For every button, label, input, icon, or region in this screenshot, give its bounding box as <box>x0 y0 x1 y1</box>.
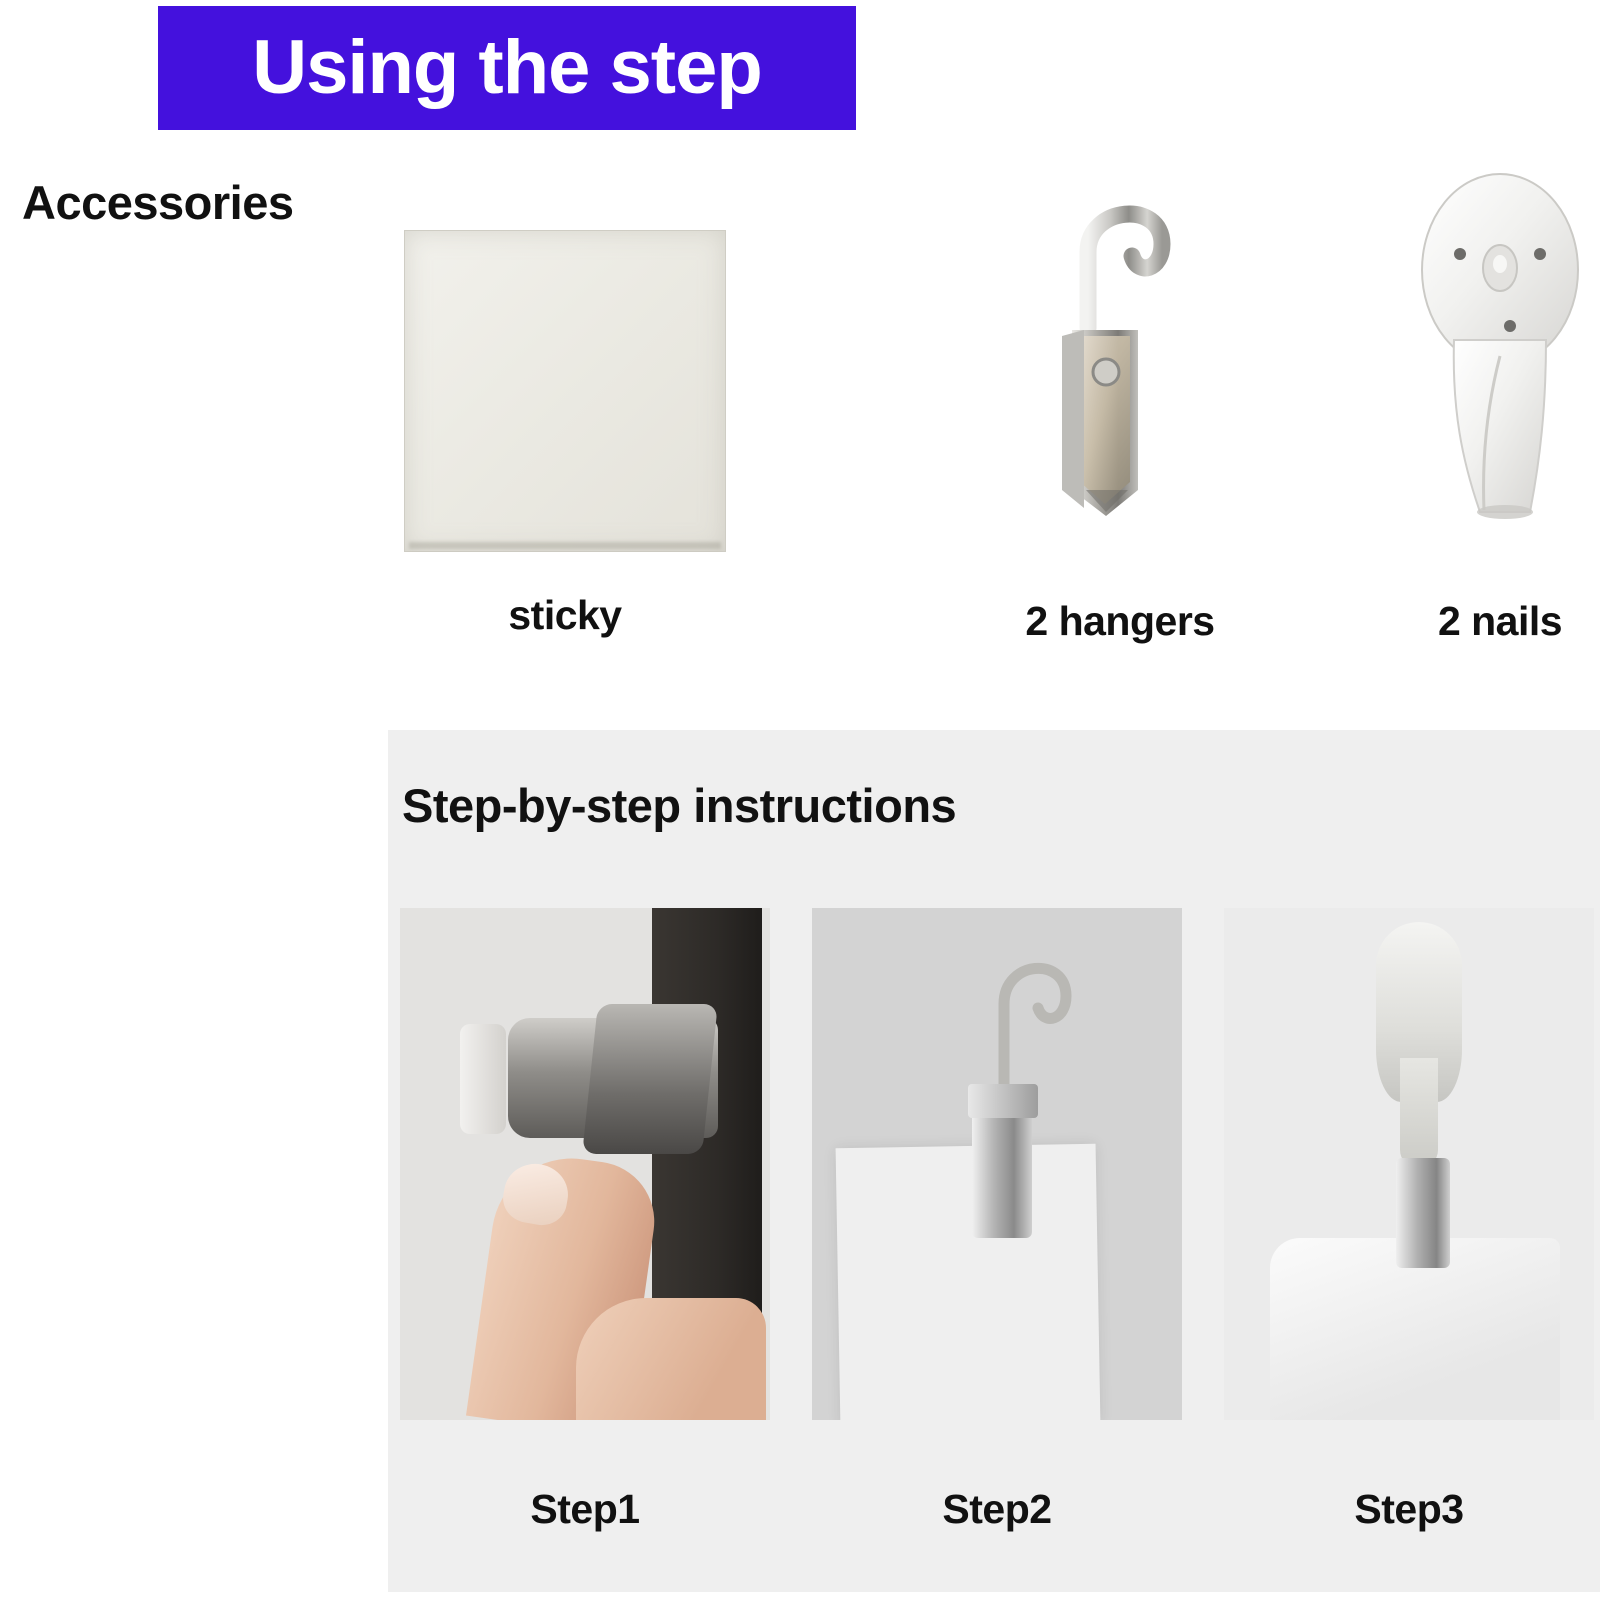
accessory-caption-nails: 2 nails <box>1437 598 1563 644</box>
metal-clip-hanger-icon <box>1010 160 1230 560</box>
accessory-item-sticky <box>335 230 795 639</box>
step-caption-1: Step1 <box>530 1486 640 1532</box>
steps-row <box>400 908 1596 1532</box>
title-banner <box>158 6 856 130</box>
step-cell-2 <box>812 908 1182 1532</box>
accessory-item-hangers <box>920 160 1320 645</box>
step-caption-3: Step3 <box>1354 1486 1464 1532</box>
clip-holding-paper-photo <box>812 908 1182 1420</box>
steps-section-title: Step-by-step instructions <box>402 779 957 832</box>
step-caption-2: Step2 <box>942 1486 1052 1532</box>
step-cell-1 <box>400 908 770 1532</box>
steps-panel <box>388 730 1600 1592</box>
page-title: Using the step <box>252 25 762 110</box>
accessories-section-label: Accessories <box>22 176 294 229</box>
accessory-caption-hangers: 2 hangers <box>1025 598 1215 644</box>
hook-with-clip-holding-cloth-photo <box>1224 908 1594 1420</box>
peel-sticker-and-press-hook-photo <box>400 908 770 1420</box>
step-cell-3 <box>1224 908 1594 1532</box>
accessory-caption-sticky: sticky <box>508 592 622 638</box>
adhesive-nail-hook-icon <box>1390 160 1600 560</box>
adhesive-pad-icon <box>404 230 726 552</box>
accessory-item-nails <box>1300 160 1600 645</box>
accessories-row <box>300 150 1570 680</box>
